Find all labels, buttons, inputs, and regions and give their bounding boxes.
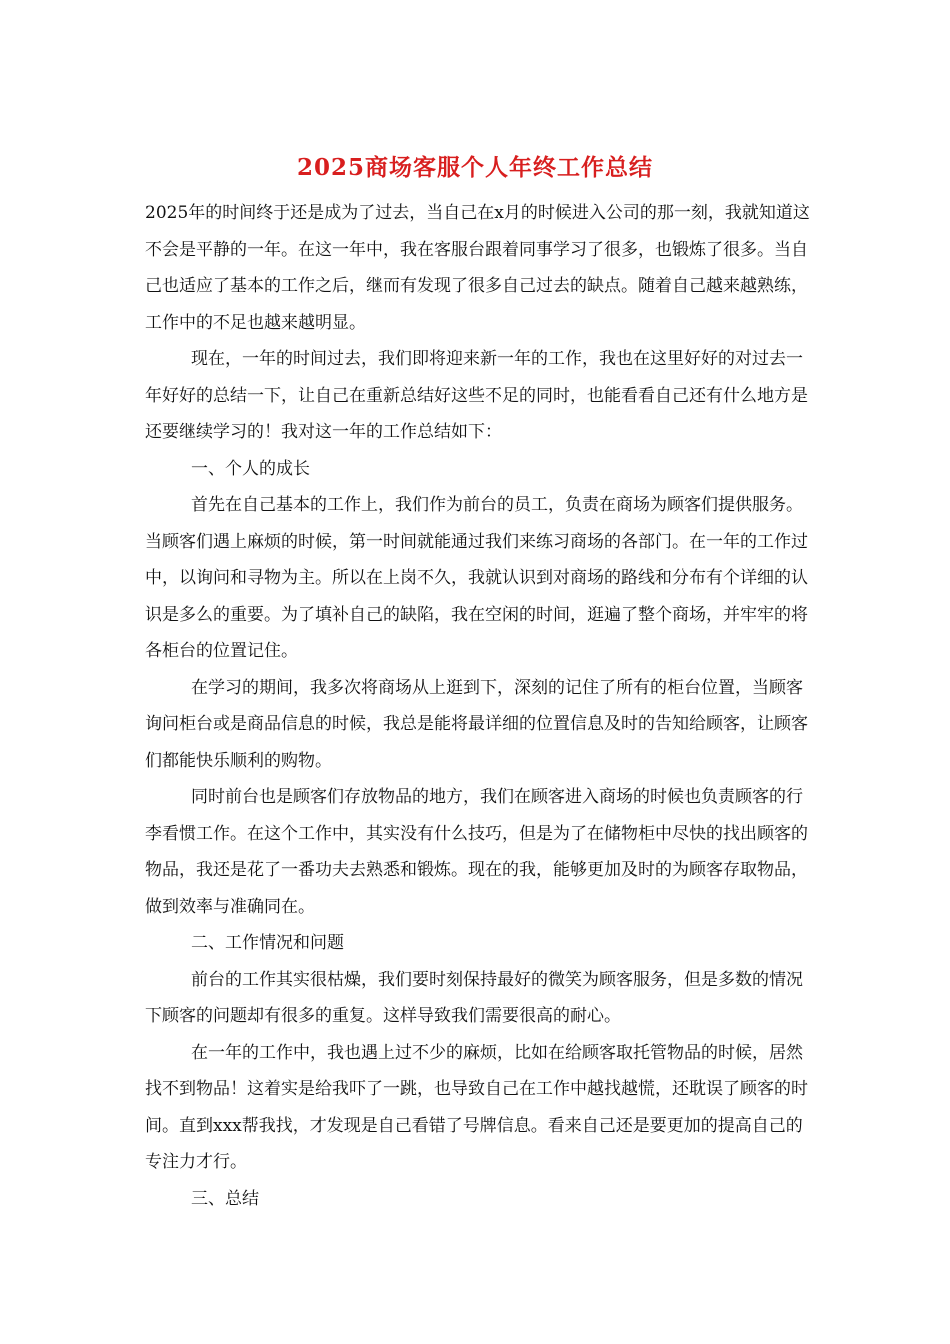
document-body [145, 195, 817, 1217]
section-heading-summary: 三、总结 [191, 1188, 259, 1209]
document-title: 2025商场客服个人年终工作总结 [296, 154, 653, 181]
paragraph-work-2: 在一年的工作中，我也遇上过不少的麻烦，比如在给顾客取托管物品的时候，居然找不到物品！这着实是给我吓了一跳，也导致自己在工作中越找越慌，还耽误了顾客的时间。直到xxx帮我找，才发现是自己看错了号牌信息。看来自己还是要更加的提高自己的专注力才行。 [145, 1042, 808, 1172]
paragraph-growth-3: 同时前台也是顾客们存放物品的地方，我们在顾客进入商场的时候也负责顾客的行李看惯工作。在这个工作中，其实没有什么技巧，但是为了在储物柜中尽快的找出顾客的物品，我还是花了一番功夫去熟悉和锻炼。现在的我，能够更加及时的为顾客存取物品，做到效率与准确同在。 [145, 787, 808, 917]
paragraph-work-1: 前台的工作其实很枯燥，我们要时刻保持最好的微笑为顾客服务，但是多数的情况下顾客的问题却有很多的重复。这样导致我们需要很高的耐心。 [145, 969, 803, 1026]
section-heading-growth: 一、个人的成长 [191, 458, 310, 479]
paragraph-intro: 2025年的时间终于还是成为了过去，当自己在x月的时候进入公司的那一刻，我就知道这不会是平静的一年。在这一年中，我在客服台跟着同事学习了很多，也锻炼了很多。当自己也适应了基本的工作之后，继而有发现了很多自己过去的缺点。随着自己越来越熟练，工作中的不足也越来越明显。 [145, 203, 810, 333]
paragraph-review: 现在，一年的时间过去，我们即将迎来新一年的工作，我也在这里好好的对过去一年好好的总结一下，让自己在重新总结好这些不足的同时，也能看看自己还有什么地方是还要继续学习的！我对这一年的工作总结如下： [145, 349, 808, 442]
paragraph-growth-1: 首先在自己基本的工作上，我们作为前台的员工，负责在商场为顾客们提供服务。当顾客们遇上麻烦的时候，第一时间就能通过我们来练习商场的各部门。在一年的工作过中，以询问和寻物为主。所以在上岗不久，我就认识到对商场的路线和分布有个详细的认识是多么的重要。为了填补自己的缺陷，我在空闲的时间，逛遍了整个商场，并牢牢的将各柜台的位置记住。 [145, 495, 808, 661]
section-heading-work: 二、工作情况和问题 [191, 933, 344, 953]
paragraph-growth-2: 在学习的期间，我多次将商场从上逛到下，深刻的记住了所有的柜台位置，当顾客询问柜台或是商品信息的时候，我总是能将最详细的位置信息及时的告知给顾客，让顾客们都能快乐顺利的购物。 [145, 677, 808, 771]
